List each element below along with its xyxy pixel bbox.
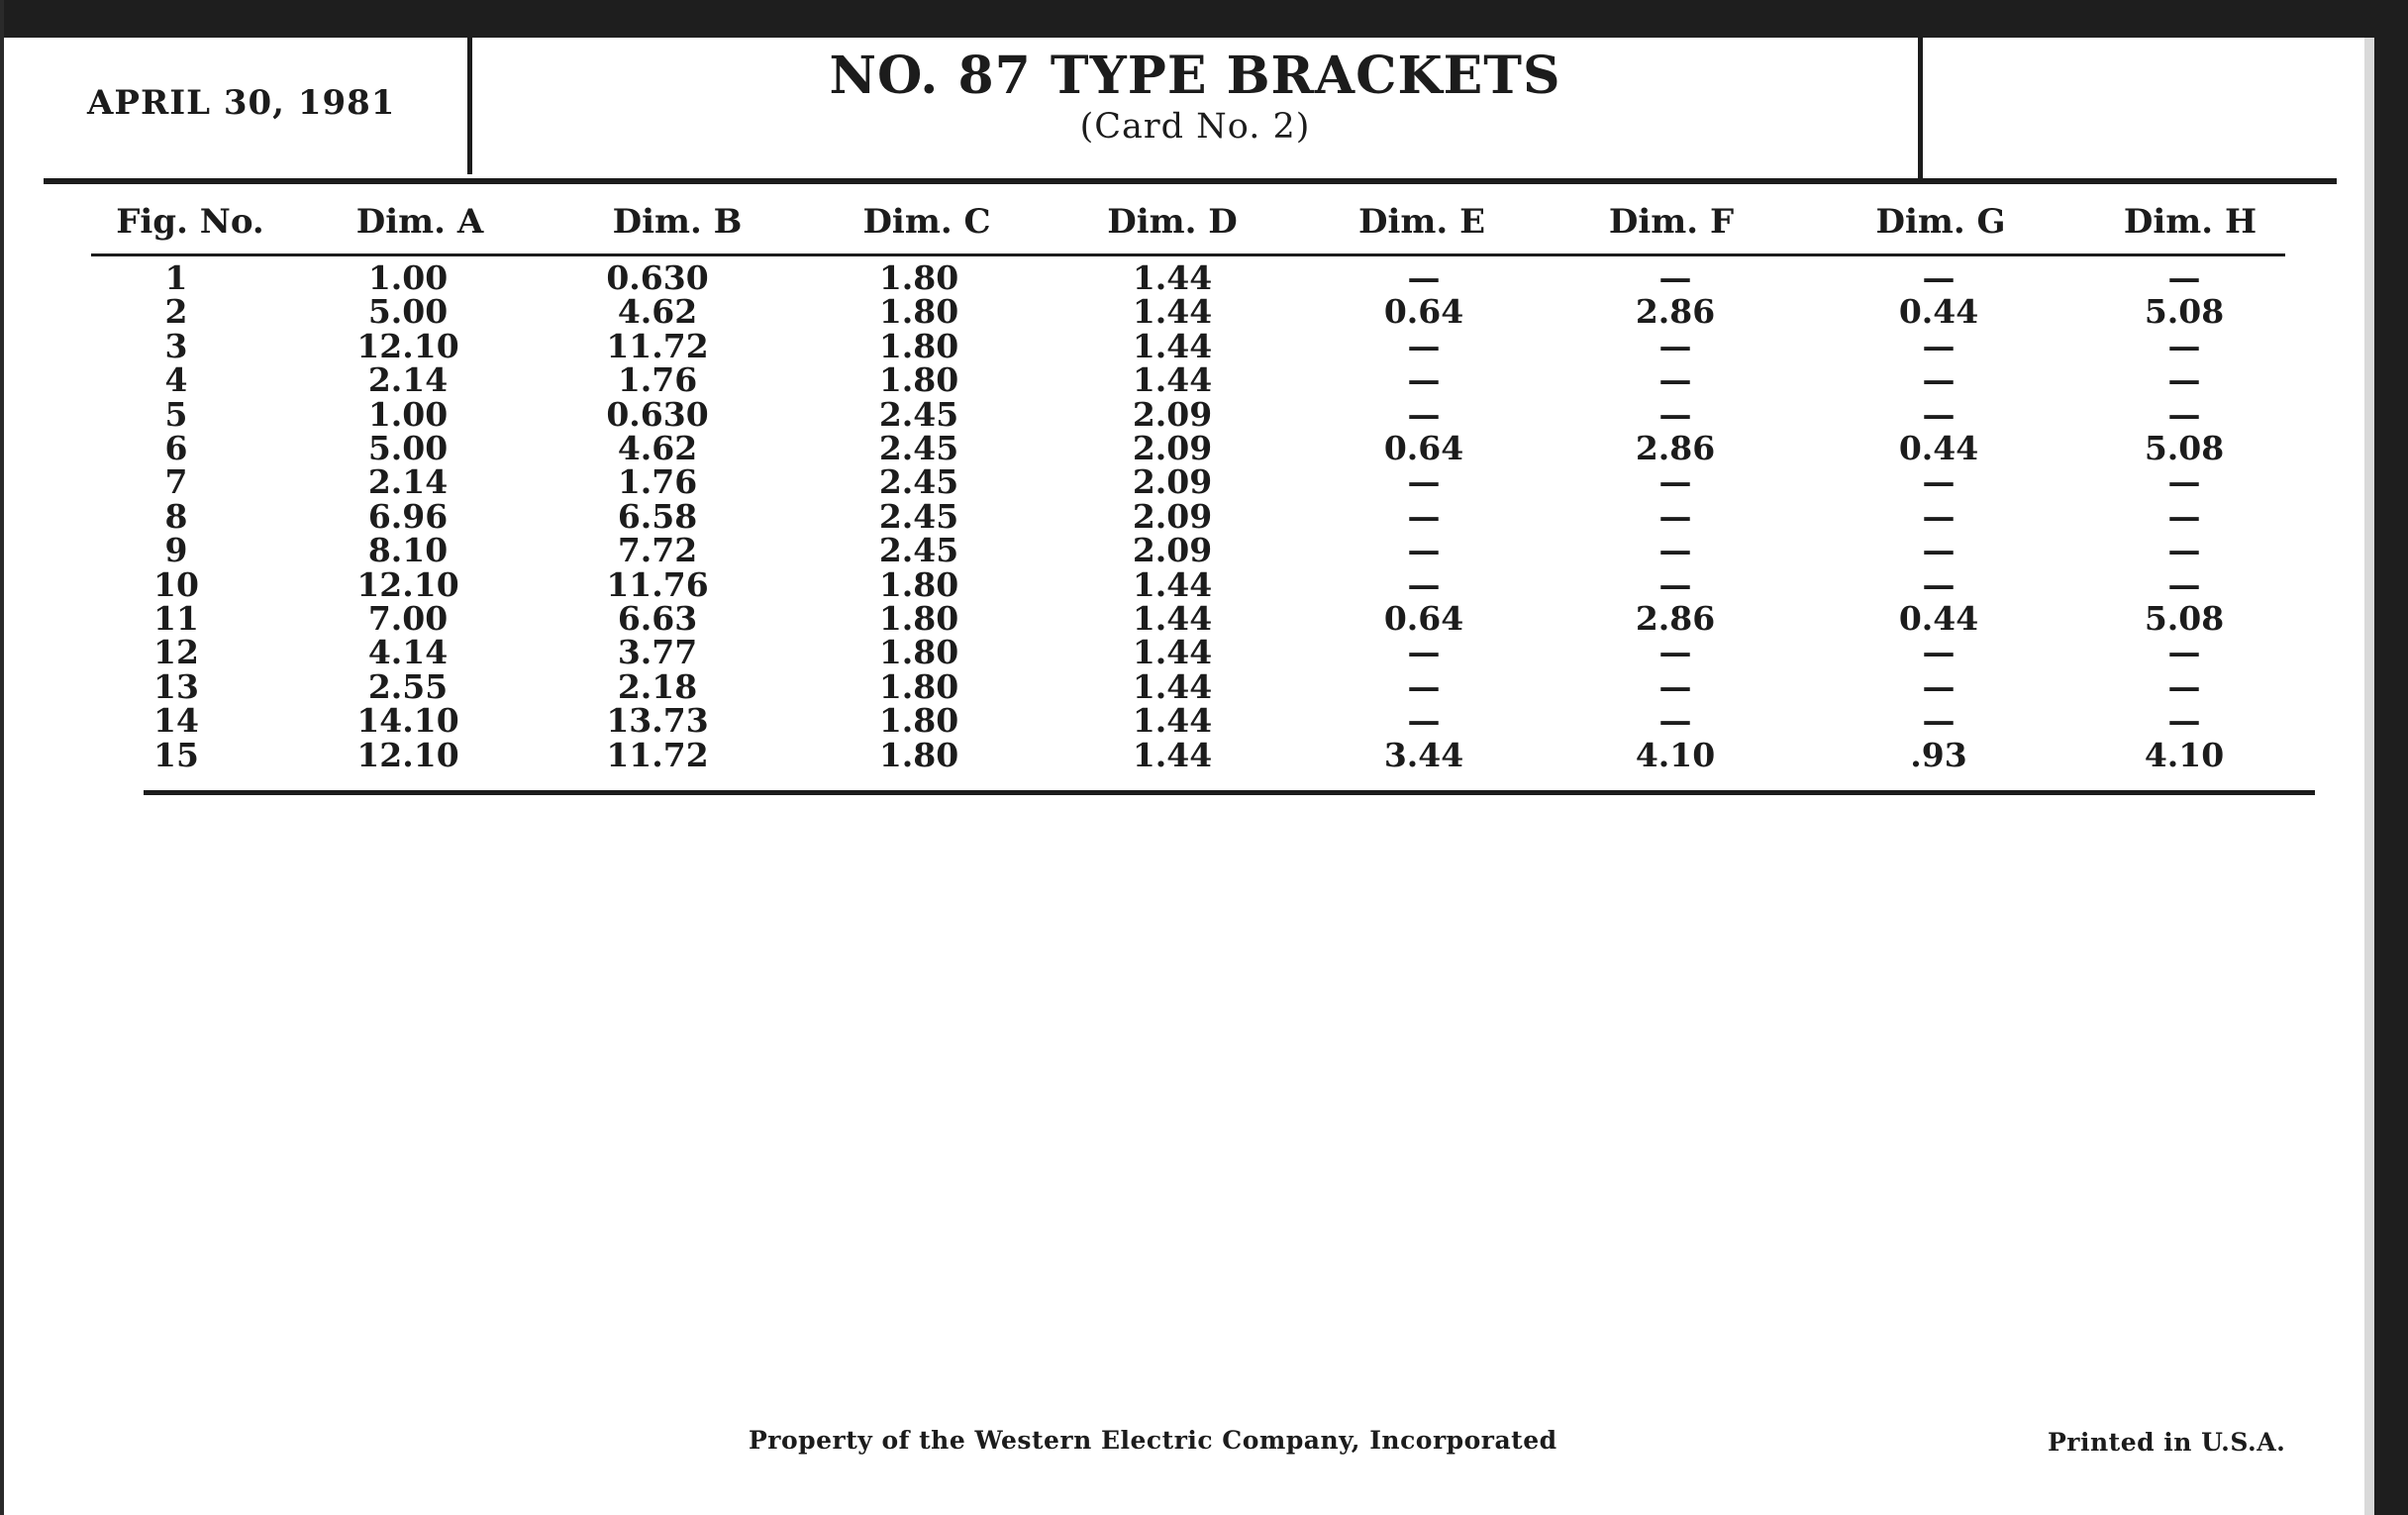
table-cell-dim-b: 0.630: [606, 394, 709, 434]
table-cell-dim-h: —: [2167, 666, 2201, 706]
table-cell-dim-f: 2.86: [1635, 429, 1716, 467]
table-cell-dim-e: —: [1407, 633, 1441, 672]
table-cell-dim-g: —: [1922, 326, 1956, 365]
table-cell-dim-d: 1.44: [1132, 258, 1213, 297]
table-cell-fig-no: 8: [164, 496, 188, 536]
table-cell-dim-f: —: [1658, 496, 1692, 536]
table-cell-dim-e: —: [1407, 394, 1441, 434]
table-cell-dim-e: 0.64: [1383, 599, 1464, 638]
table-cell-dim-h: 5.08: [2144, 292, 2225, 332]
table-cell-dim-c: 1.80: [878, 564, 959, 604]
table-cell-dim-c: 1.80: [878, 292, 959, 332]
table-cell-dim-h: —: [2167, 394, 2201, 434]
table-cell-dim-c: 1.80: [878, 633, 959, 672]
table-cell-dim-d: 2.09: [1132, 496, 1213, 536]
table-cell-fig-no: 6: [164, 429, 188, 467]
table-cell-dim-f: —: [1658, 701, 1692, 741]
column-header-dim-f: Dim. F: [1608, 202, 1735, 242]
column-header-dim-b: Dim. B: [612, 202, 743, 242]
table-cell-dim-a: 14.10: [356, 701, 459, 741]
table-cell-dim-d: 1.44: [1132, 360, 1213, 400]
table-cell-dim-f: —: [1658, 564, 1692, 604]
table-cell-dim-a: 1.00: [367, 258, 449, 297]
table-cell-dim-e: —: [1407, 258, 1441, 297]
table-cell-dim-h: —: [2167, 360, 2201, 400]
table-cell-dim-g: —: [1922, 258, 1956, 297]
table-cell-fig-no: 2: [164, 292, 188, 332]
table-cell-dim-g: —: [1922, 531, 1956, 570]
table-cell-dim-e: 0.64: [1383, 292, 1464, 332]
table-cell-dim-a: 2.14: [367, 360, 449, 400]
table-cell-dim-c: 2.45: [878, 531, 959, 570]
table-cell-dim-b: 6.58: [617, 496, 698, 536]
table-cell-fig-no: 15: [153, 735, 199, 774]
table-cell-dim-d: 1.44: [1132, 599, 1213, 638]
table-cell-dim-b: 3.77: [617, 633, 698, 672]
table-cell-dim-g: —: [1922, 360, 1956, 400]
table-cell-dim-d: 2.09: [1132, 429, 1213, 467]
table-cell-dim-c: 2.45: [878, 462, 959, 502]
table-cell-dim-g: 0.44: [1898, 599, 1979, 638]
table-cell-dim-d: 1.44: [1132, 633, 1213, 672]
table-cell-dim-g: —: [1922, 564, 1956, 604]
page-title: NO. 87 TYPE BRACKETS: [829, 46, 1561, 106]
card-date: APRIL 30, 1981: [87, 83, 396, 123]
table-cell-dim-h: —: [2167, 531, 2201, 570]
table-cell-dim-c: 2.45: [878, 496, 959, 536]
table-cell-dim-e: —: [1407, 326, 1441, 365]
table-cell-dim-f: —: [1658, 394, 1692, 434]
table-cell-fig-no: 3: [164, 326, 188, 365]
table-cell-dim-b: 7.72: [617, 531, 698, 570]
table-cell-dim-h: —: [2167, 258, 2201, 297]
table-cell-fig-no: 10: [153, 564, 199, 604]
table-cell-dim-f: —: [1658, 258, 1692, 297]
table-cell-dim-d: 1.44: [1132, 292, 1213, 332]
table-cell-dim-h: —: [2167, 701, 2201, 741]
table-cell-dim-b: 6.63: [617, 599, 698, 638]
table-cell-dim-a: 4.14: [367, 633, 449, 672]
table-cell-dim-g: —: [1922, 633, 1956, 672]
table-cell-dim-f: —: [1658, 326, 1692, 365]
table-cell-dim-b: 11.72: [606, 735, 709, 774]
table-cell-dim-e: —: [1407, 360, 1441, 400]
table-cell-dim-a: 2.14: [367, 462, 449, 502]
table-cell-dim-b: 11.76: [606, 564, 709, 604]
table-cell-dim-f: —: [1658, 531, 1692, 570]
table-cell-dim-c: 1.80: [878, 666, 959, 706]
table-cell-dim-b: 1.76: [617, 360, 698, 400]
table-cell-dim-b: 4.62: [617, 292, 698, 332]
table-cell-dim-c: 1.80: [878, 735, 959, 774]
table-cell-dim-f: —: [1658, 666, 1692, 706]
card-edge: [2364, 38, 2374, 1515]
table-cell-dim-f: 2.86: [1635, 599, 1716, 638]
table-cell-fig-no: 14: [153, 701, 199, 741]
column-header-rule: [91, 253, 2285, 256]
table-cell-dim-c: 1.80: [878, 701, 959, 741]
table-cell-dim-d: 1.44: [1132, 564, 1213, 604]
table-cell-dim-b: 1.76: [617, 462, 698, 502]
table-cell-dim-h: —: [2167, 326, 2201, 365]
table-cell-dim-c: 1.80: [878, 258, 959, 297]
column-header-dim-c: Dim. C: [862, 202, 991, 242]
table-cell-dim-a: 1.00: [367, 394, 449, 434]
table-cell-fig-no: 4: [164, 360, 188, 400]
table-cell-dim-h: 4.10: [2144, 735, 2225, 774]
header-rule: [44, 178, 2337, 184]
table-cell-dim-f: —: [1658, 462, 1692, 502]
table-cell-dim-e: —: [1407, 701, 1441, 741]
table-cell-dim-g: .93: [1910, 735, 1967, 774]
table-cell-dim-d: 1.44: [1132, 326, 1213, 365]
table-cell-dim-f: —: [1658, 633, 1692, 672]
table-cell-dim-c: 1.80: [878, 326, 959, 365]
scan-border-left: [0, 0, 4, 1515]
table-cell-fig-no: 11: [153, 599, 199, 638]
table-cell-dim-g: —: [1922, 462, 1956, 502]
table-cell-dim-e: —: [1407, 666, 1441, 706]
table-cell-dim-e: —: [1407, 564, 1441, 604]
table-cell-dim-d: 2.09: [1132, 394, 1213, 434]
table-cell-dim-b: 0.630: [606, 258, 709, 297]
table-cell-dim-g: 0.44: [1898, 292, 1979, 332]
printed-notice: Printed in U.S.A.: [2048, 1428, 2286, 1457]
column-header-dim-a: Dim. A: [355, 202, 484, 242]
table-cell-fig-no: 5: [164, 394, 188, 434]
table-cell-dim-h: —: [2167, 496, 2201, 536]
table-cell-dim-b: 11.72: [606, 326, 709, 365]
table-cell-dim-h: 5.08: [2144, 599, 2225, 638]
table-cell-dim-c: 1.80: [878, 360, 959, 400]
table-cell-dim-d: 1.44: [1132, 735, 1213, 774]
column-header-dim-h: Dim. H: [2123, 202, 2258, 242]
table-cell-dim-g: 0.44: [1898, 429, 1979, 467]
table-cell-dim-a: 2.55: [367, 666, 449, 706]
table-cell-dim-c: 1.80: [878, 599, 959, 638]
table-cell-dim-e: —: [1407, 462, 1441, 502]
table-cell-fig-no: 13: [153, 666, 199, 706]
table-cell-dim-a: 6.96: [367, 496, 449, 536]
table-cell-dim-h: 5.08: [2144, 429, 2225, 467]
table-cell-dim-c: 2.45: [878, 394, 959, 434]
table-cell-fig-no: 9: [164, 531, 188, 570]
column-header-fig-no: Fig. No.: [116, 202, 264, 242]
table-cell-dim-d: 2.09: [1132, 462, 1213, 502]
table-cell-dim-g: —: [1922, 666, 1956, 706]
table-cell-dim-h: —: [2167, 633, 2201, 672]
table-cell-dim-a: 12.10: [356, 564, 459, 604]
table-cell-dim-b: 13.73: [606, 701, 709, 741]
table-cell-dim-a: 8.10: [367, 531, 449, 570]
table-cell-dim-e: —: [1407, 496, 1441, 536]
table-cell-dim-a: 12.10: [356, 326, 459, 365]
column-header-dim-e: Dim. E: [1358, 202, 1485, 242]
card-subtitle: (Card No. 2): [1079, 107, 1311, 147]
table-cell-dim-g: —: [1922, 496, 1956, 536]
table-cell-dim-a: 12.10: [356, 735, 459, 774]
table-cell-dim-d: 1.44: [1132, 666, 1213, 706]
table-cell-fig-no: 12: [153, 633, 199, 672]
table-cell-dim-c: 2.45: [878, 429, 959, 467]
table-cell-dim-e: 3.44: [1383, 735, 1464, 774]
table-cell-dim-e: —: [1407, 531, 1441, 570]
table-cell-dim-b: 4.62: [617, 429, 698, 467]
table-cell-dim-a: 5.00: [367, 429, 449, 467]
table-cell-dim-g: —: [1922, 394, 1956, 434]
property-notice: Property of the Western Electric Company, Incorporated: [749, 1426, 1557, 1455]
table-cell-dim-f: 2.86: [1635, 292, 1716, 332]
table-cell-dim-e: 0.64: [1383, 429, 1464, 467]
header-divider-right: [1918, 38, 1923, 184]
table-cell-dim-f: —: [1658, 360, 1692, 400]
table-cell-dim-a: 7.00: [367, 599, 449, 638]
table-cell-dim-b: 2.18: [617, 666, 698, 706]
table-cell-dim-d: 1.44: [1132, 701, 1213, 741]
table-cell-dim-h: —: [2167, 462, 2201, 502]
table-cell-dim-g: —: [1922, 701, 1956, 741]
scan-border-top: [0, 0, 2408, 38]
table-cell-dim-a: 5.00: [367, 292, 449, 332]
table-cell-fig-no: 7: [164, 462, 188, 502]
column-header-dim-d: Dim. D: [1107, 202, 1238, 242]
table-cell-dim-h: —: [2167, 564, 2201, 604]
table-cell-dim-f: 4.10: [1635, 735, 1716, 774]
table-bottom-rule: [144, 790, 2315, 795]
table-cell-dim-d: 2.09: [1132, 531, 1213, 570]
scan-border-right: [2374, 0, 2408, 1515]
column-header-dim-g: Dim. G: [1875, 202, 2006, 242]
table-cell-fig-no: 1: [164, 258, 188, 297]
